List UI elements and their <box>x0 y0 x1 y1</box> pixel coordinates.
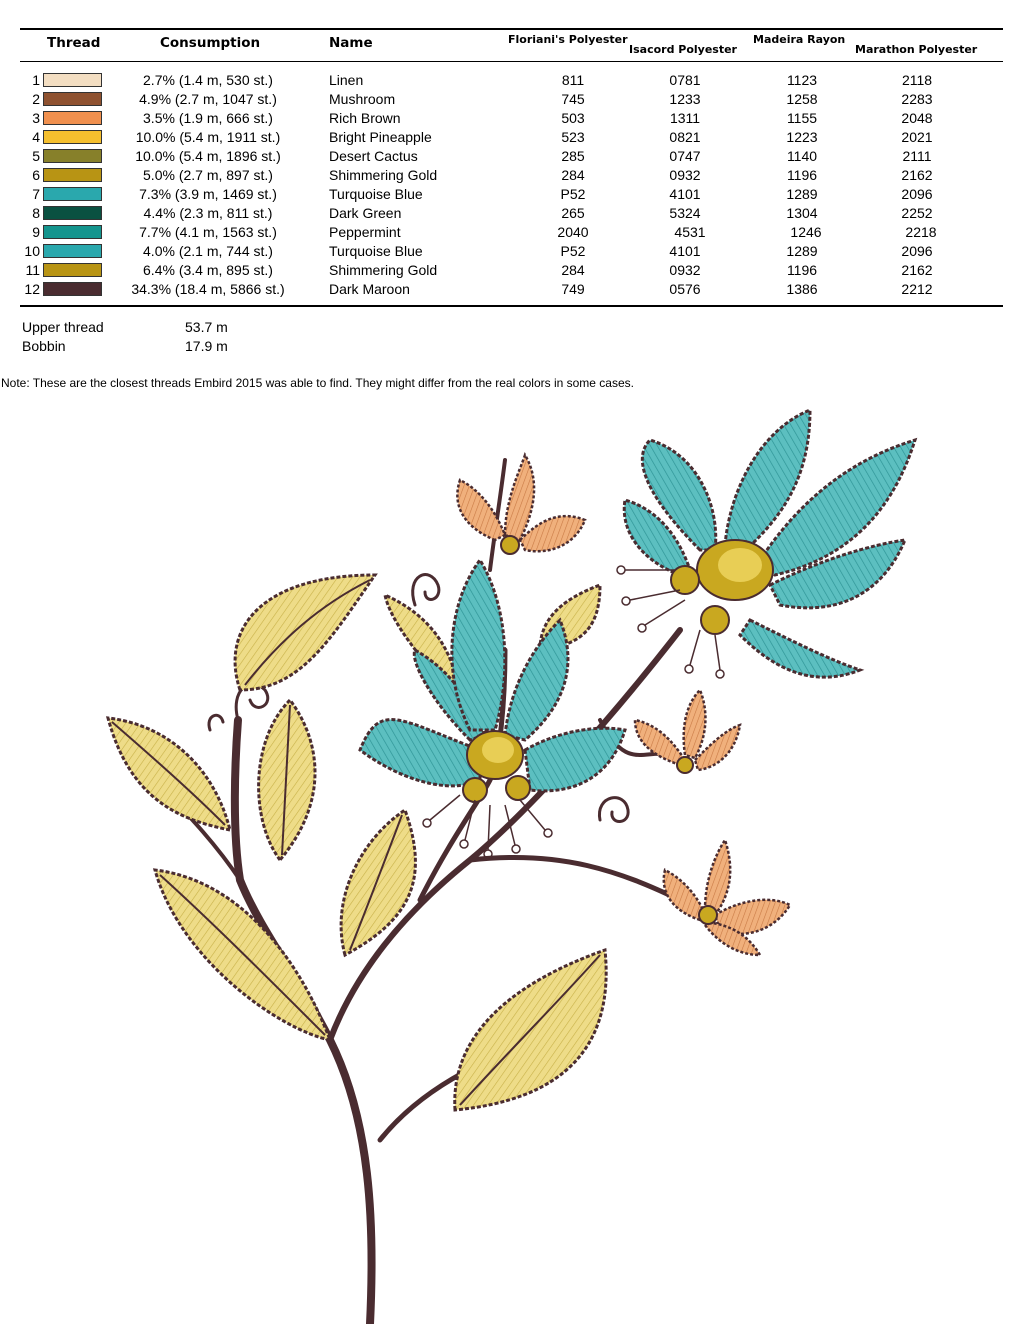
color-swatch <box>43 130 102 144</box>
floriani-code: 284 <box>561 167 585 183</box>
bud-center <box>501 536 519 554</box>
header-consumption: Consumption <box>160 35 261 51</box>
flower-center <box>506 776 530 800</box>
color-swatch <box>43 263 102 277</box>
top-rule <box>20 28 1003 30</box>
header-name: Name <box>329 35 373 51</box>
curl <box>599 798 628 822</box>
marathon-code: 2096 <box>901 186 933 202</box>
thread-number: 9 <box>32 224 40 240</box>
isacord-code: 1311 <box>669 110 701 126</box>
color-swatch <box>43 282 102 296</box>
color-swatch <box>43 111 102 125</box>
floriani-code: 503 <box>561 110 585 126</box>
madeira-code: 1289 <box>786 186 818 202</box>
flower-center <box>701 606 729 634</box>
leaf <box>341 810 415 955</box>
marathon-code: 2162 <box>901 262 933 278</box>
header-isacord: Isacord Polyester <box>629 43 737 56</box>
thread-name: Turquoise Blue <box>329 243 423 259</box>
color-swatch <box>43 206 102 220</box>
consumption-value: 7.3% (3.9 m, 1469 st.) <box>139 186 277 202</box>
curl <box>209 715 223 730</box>
thread-number: 2 <box>32 91 40 107</box>
floriani-code: 284 <box>561 262 585 278</box>
floriani-code: 2040 <box>557 224 589 240</box>
embroidery-design-image <box>0 400 1015 1324</box>
marathon-code: 2212 <box>901 281 933 297</box>
table-row <box>0 90 1015 109</box>
bottom-rule <box>20 305 1003 307</box>
table-row <box>0 166 1015 185</box>
note-text: Note: These are the closest threads Embird 2015 was able to find. They might differ from the real colors in some cases. <box>1 376 634 390</box>
bud-petal <box>505 455 534 540</box>
thread-number: 10 <box>24 243 40 259</box>
madeira-code: 1196 <box>786 262 818 278</box>
bud-petal <box>520 516 585 551</box>
madeira-code: 1223 <box>786 129 818 145</box>
isacord-code: 4101 <box>669 243 701 259</box>
madeira-code: 1246 <box>790 224 822 240</box>
madeira-code: 1123 <box>786 72 818 88</box>
upper-thread-label: Upper thread <box>22 319 104 335</box>
marathon-code: 2096 <box>901 243 933 259</box>
thread-name: Peppermint <box>329 224 401 240</box>
floriani-code: 285 <box>561 148 585 164</box>
consumption-value: 10.0% (5.4 m, 1896 st.) <box>135 148 281 164</box>
madeira-code: 1140 <box>786 148 818 164</box>
consumption-value: 7.7% (4.1 m, 1563 st.) <box>139 224 277 240</box>
floriani-code: P52 <box>560 186 586 202</box>
marathon-code: 2048 <box>901 110 933 126</box>
floriani-code: P52 <box>560 243 586 259</box>
bud-center <box>699 906 717 924</box>
bud-petal <box>635 720 685 765</box>
table-row <box>0 204 1015 223</box>
thread-number: 5 <box>32 148 40 164</box>
thread-number: 11 <box>25 262 40 278</box>
madeira-code: 1196 <box>786 167 818 183</box>
marathon-code: 2118 <box>901 72 933 88</box>
madeira-code: 1304 <box>786 205 818 221</box>
consumption-value: 10.0% (5.4 m, 1911 st.) <box>135 129 281 145</box>
isacord-code: 0932 <box>669 262 701 278</box>
thread-name: Shimmering Gold <box>329 167 438 183</box>
thread-name: Dark Green <box>329 205 402 221</box>
madeira-code: 1289 <box>786 243 818 259</box>
consumption-value: 5.0% (2.7 m, 897 st.) <box>143 167 273 183</box>
consumption-value: 2.7% (1.4 m, 530 st.) <box>143 72 273 88</box>
thread-name: Rich Brown <box>329 110 401 126</box>
isacord-code: 0821 <box>669 129 701 145</box>
marathon-code: 2283 <box>901 91 933 107</box>
isacord-code: 4531 <box>674 224 706 240</box>
thread-number: 12 <box>24 281 40 297</box>
table-row <box>0 280 1015 299</box>
bobbin-value: 17.9 m <box>185 338 228 354</box>
bud-petal <box>705 840 730 915</box>
madeira-code: 1258 <box>786 91 818 107</box>
color-swatch <box>43 244 102 258</box>
stem-branch <box>470 857 690 905</box>
table-row <box>0 147 1015 166</box>
color-swatch <box>43 187 102 201</box>
table-row <box>0 109 1015 128</box>
floriani-code: 745 <box>561 91 585 107</box>
flower-center <box>463 778 487 802</box>
thread-number: 1 <box>32 72 40 88</box>
color-swatch <box>43 168 102 182</box>
table-row <box>0 185 1015 204</box>
marathon-code: 2162 <box>901 167 933 183</box>
thread-number: 3 <box>32 110 40 126</box>
isacord-code: 4101 <box>669 186 701 202</box>
marathon-code: 2111 <box>902 148 932 164</box>
curl <box>413 575 439 605</box>
marathon-code: 2021 <box>901 129 933 145</box>
petal <box>505 620 568 740</box>
thread-name: Desert Cactus <box>329 148 418 164</box>
isacord-code: 5324 <box>669 205 701 221</box>
floriani-code: 523 <box>561 129 585 145</box>
thread-number: 8 <box>32 205 40 221</box>
isacord-code: 0932 <box>669 167 701 183</box>
color-swatch <box>43 73 102 87</box>
isacord-code: 0781 <box>669 72 701 88</box>
bud-petal <box>684 690 706 758</box>
thread-number: 7 <box>32 186 40 202</box>
madeira-code: 1386 <box>786 281 818 297</box>
thread-number: 6 <box>32 167 40 183</box>
header-marathon: Marathon Polyester <box>855 43 978 56</box>
consumption-value: 4.9% (2.7 m, 1047 st.) <box>139 91 277 107</box>
marathon-code: 2218 <box>905 224 937 240</box>
table-row <box>0 223 1015 242</box>
petal <box>452 560 505 730</box>
color-swatch <box>43 149 102 163</box>
thread-name: Bright Pineapple <box>329 129 432 145</box>
consumption-value: 34.3% (18.4 m, 5866 st.) <box>131 281 285 297</box>
header-madeira: Madeira Rayon <box>753 33 846 46</box>
consumption-value: 4.0% (2.1 m, 744 st.) <box>143 243 273 259</box>
floriani-code: 749 <box>561 281 585 297</box>
upper-thread-value: 53.7 m <box>185 319 228 335</box>
isacord-code: 1233 <box>669 91 701 107</box>
consumption-value: 3.5% (1.9 m, 666 st.) <box>143 110 273 126</box>
header-rule <box>20 61 1003 62</box>
header-thread: Thread <box>47 35 101 51</box>
flower-center <box>671 566 699 594</box>
consumption-value: 6.4% (3.4 m, 895 st.) <box>143 262 273 278</box>
floriani-code: 811 <box>561 72 585 88</box>
petal <box>740 620 860 677</box>
table-row <box>0 261 1015 280</box>
color-swatch <box>43 92 102 106</box>
consumption-value: 4.4% (2.3 m, 811 st.) <box>143 205 273 221</box>
thread-name: Mushroom <box>329 91 396 107</box>
table-row <box>0 128 1015 147</box>
color-swatch <box>43 225 102 239</box>
bud-center <box>677 757 693 773</box>
petal <box>525 728 625 791</box>
floriani-code: 265 <box>561 205 585 221</box>
thread-name: Dark Maroon <box>329 281 410 297</box>
isacord-code: 0747 <box>669 148 701 164</box>
table-row <box>0 71 1015 90</box>
madeira-code: 1155 <box>786 110 818 126</box>
thread-name: Turquoise Blue <box>329 186 423 202</box>
bobbin-label: Bobbin <box>22 338 66 354</box>
table-row <box>0 242 1015 261</box>
thread-name: Linen <box>329 72 364 88</box>
marathon-code: 2252 <box>901 205 933 221</box>
thread-name: Shimmering Gold <box>329 262 438 278</box>
thread-number: 4 <box>32 129 40 145</box>
isacord-code: 0576 <box>669 281 701 297</box>
header-florianis: Floriani's Polyester <box>508 33 628 46</box>
